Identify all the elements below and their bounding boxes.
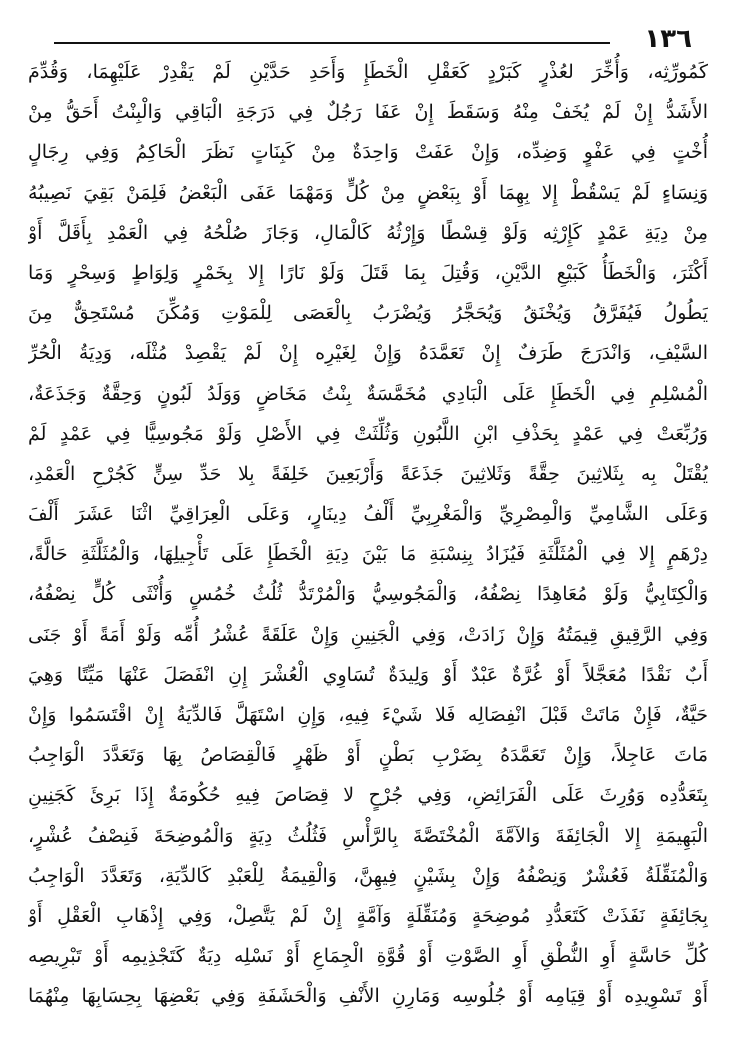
text-line: وَعَلَى الشَّامِيِّ وَالْمِصْرِيِّ وَالْمَغْرِبِيِّ أَلْفُ دِينَارٍ، وَعَلَى الْعِرَاقِيِّ اثْنَا عَشَرَ أَلْفَ <box>28 503 708 526</box>
text-line: مِنْ دِيَةِ عَمْدٍ كَإِرْثِه وَلَوْ قِسْطًا وَإِرْثُهُ كَالْمَالِ، وَجَازَ صُلْحُهُ فِي الْعَمْدِ بِأَقَلَّ أَوْ <box>28 221 708 244</box>
text-line: كَمُورِّثِه، وَأُخِّرَ لعُذْرٍ كَبَرْدٍ كَعَقْلِ الْخَطَإِ وَأَحَدِ حَدَّيْنِ لَمْ يَقْدِرْ عَلَيْهِمَا، وَقُدِّمَ <box>28 61 708 83</box>
text-line: يَطُولُ فَيُفَرَّقُ وَيُخْنَقُ وَيُحَجَّرُ وَيُضْرَبُ بِالْعَصَى لِلْمَوْتِ وَمُكِّنَ مُسْتَحِقٌّ مِنَ <box>28 302 708 325</box>
text-line: مَاتَ عَاجِلاً، وَإِنْ تَعَمَّدَهُ بِضَرْبِ بَطْنٍ أَوْ ظَهْرٍ فَالْقِصَاصُ بِهَا وَتَعَدَّدَ الْوَاجِبُ <box>28 744 708 767</box>
text-line: حَيَّةٌ، فَإِنْ مَاتَتْ قَبْلَ انْفِصَالِه فَلا شَيْءَ فِيهِ، وَإِنِ اسْتَهَلَّ فَالدِّيَةُ إِنْ اقْتَسَمُوا وَإِنْ <box>28 704 708 726</box>
text-line: وَفِي الرَّقِيقِ قِيمَتُهُ وَإِنْ زَادَتْ، وَفِي الْجَنِينِ وَإِنْ عَلَقَةً عُشْرُ أُمِّه وَلَوْ أَمَةً أَوْ جَنَى <box>28 623 708 646</box>
text-line: السَّيْفِ، وَانْدَرَجَ طَرَفٌ إِنْ تَعَمَّدَهُ وَإِنْ لِغَيْرِه إِنْ لَمْ يَقْصِدْ مُثْلَه، وَدِيَةُ الْحُرِّ <box>28 342 708 365</box>
text-line: يُقْتَلْ بِه بِثَلاثِينَ حِقَّةً وَثَلاثِينَ جَذَعَةً وَأَرْبَعِينَ خَلِفَةً بِلا حَدِّ سِنٍّ كَجُرْحِ الْعَمْدِ، <box>28 462 708 485</box>
text-line: وَنِسَاءٍ لَمْ يَسْقُطْ إِلا بِهِمَا أَوْ بِبَعْضٍ مِنْ كُلٍّ وَمَهْمَا عَفَى الْبَعْضُ فَلِمَنْ بَقِيَ نَصِيبُهُ <box>28 181 708 204</box>
header-rule <box>54 42 610 44</box>
text-line: دِرْهَمٍ إِلا فِي الْمُثَلَّثَةِ فَيُزَادُ بِنِسْبَةِ مَا بَيْنَ دِيَةِ الْخَطَإِ عَلَى تَأْجِيلِهَا، وَالْمُثَلَّثَةِ حَالَّةً، <box>28 543 708 566</box>
page-header <box>0 0 733 60</box>
text-line: بِتَعَدُّدِه وَوُرِثَ عَلَى الْفَرَائِضِ، وَفِي جُرْحٍ لا قِصَاصَ فِيهِ حُكُومَةٌ إِذَا بَرِئَ كَجَنِينِ <box>28 784 708 807</box>
text-line: بِجَائِفَةٍ نَفَذَتْ كَتَعَدُّدِ مُوضِحَةٍ وَمُنَقِّلَةٍ وَآمَّةٍ إِنْ لَمْ يَتَّصِلْ، وَفِي إِذْهَابِ الْعَقْلِ أَوْ <box>28 904 708 927</box>
text-line: الْمُسْلِمِ فِي الْخَطَإِ عَلَى الْبَادِي مُخَمَّسَةٌ بِنْتُ مَخَاضٍ وَوَلَدُ لَبُونٍ وَحِقَّةٌ وَجَذَعَةٌ، <box>28 382 708 405</box>
text-line: كُلِّ حَاسَّةٍ أَوِ النُّطْقِ أَوِ الصَّوْتِ أَوْ قُوَّةِ الْجِمَاعِ أَوْ نَسْلِه دِيَةٌ كَتَجْذِيمِه أَوْ تَبْرِيصِه <box>28 945 708 968</box>
text-line: أَبٌ نَقْدًا مُعَجَّلاً أَوْ غُرَّةٌ عَبْدٌ أَوْ وَلِيدَةٌ تُسَاوِي الْعُشْرَ إِنِ انْفَصَلَ عَنْهَا مَيِّتًا وَهِيَ <box>28 663 708 686</box>
text-line: وَالْمُنَقِّلَةُ فَعُشْرٌ وَنِصْفُهُ وَإِنْ بِشَيْنٍ فِيهِنَّ، وَالْقِيمَةُ لِلْعَبْدِ كَالدِّيَةِ، وَتَعَدَّدَ الْوَاجِبُ <box>28 864 708 887</box>
text-line: وَرُبِّعَتْ فِي عَمْدٍ بِحَذْفِ ابْنِ اللَّبُونِ وَثُلِّثَتْ فِي الأَصْلِ وَلَوْ مَجُوسِيًّا فِي عَمْدٍ لَمْ <box>28 422 708 445</box>
text-line: أَوْ تَسْوِيدِه أَوْ قِيَامِه أَوْ جُلُوسِه وَمَارِنِ الأَنْفِ وَالْحَشَفَةِ وَفِي بَعْضِهَا بِحِسَابِهَا مِنْهُمَا <box>28 985 708 1008</box>
text-line: أَكْثَرَ، وَالْخَطَأُ كَبَيْعِ الدَّيْنِ، وَقُتِلَ بِمَا قَتَلَ وَلَوْ نَارًا إِلا بِخَمْرٍ وَلِوَاطٍ وَسِحْرٍ وَمَا <box>28 261 708 284</box>
body-text <box>28 52 708 1017</box>
text-line: الْبَهِيمَةِ إِلا الْجَائِفَةَ وَالآمَّةَ الْمُخْتَصَّةَ بِالرَّأْسِ فَثُلُثُ دِيَةٍ وَالْمُوضِحَةَ فَنِصْفُ عُشْرٍ، <box>28 824 708 847</box>
text-line: أُخْتٍ فِي عَفْوٍ وَضِدِّه، وَإِنْ عَفَتْ وَاحِدَةٌ مِنْ كَبِنَاتٍ نَظَرَ الْحَاكِمُ وَفِي رِجَالٍ <box>28 141 708 164</box>
page-number: ١٣٦ <box>644 24 692 54</box>
text-line: وَالْكِتَابِيُّ وَلَوْ مُعَاهِدًا نِصْفُهُ، وَالْمَجُوسِيُّ وَالْمُرْتَدُّ ثُلُثُ خُمُسٍ وَأُنْثَى كُلٍّ نِصْفُهُ، <box>28 583 708 606</box>
text-line: الأَشَدُّ إِنْ لَمْ يُخَفْ مِنْهُ وَسَقَطَ إِنْ عَفَا رَجُلٌ فِي دَرَجَةِ الْبَاقِي وَالْبِنْتُ أَحَقُّ مِنْ <box>28 101 708 124</box>
